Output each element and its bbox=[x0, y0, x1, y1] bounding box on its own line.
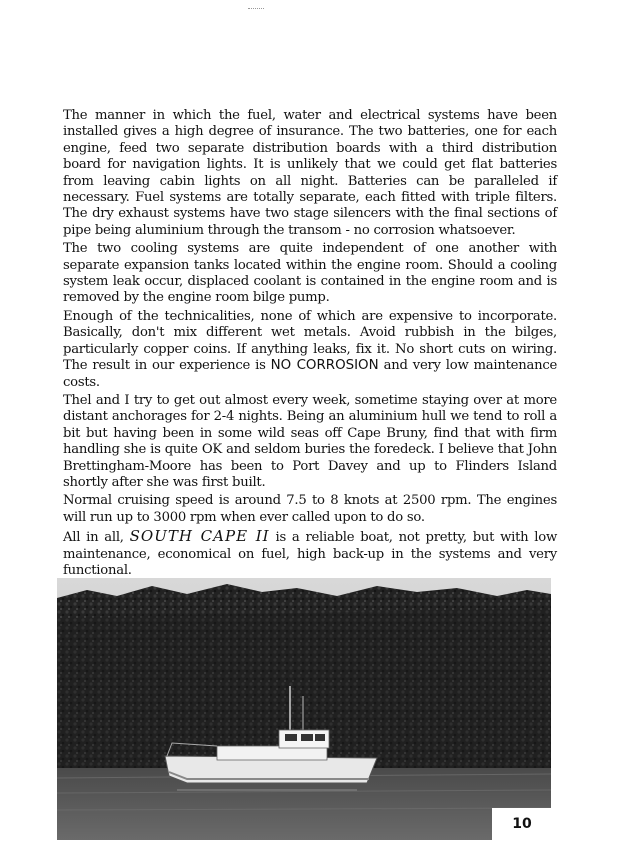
page-number: 10 bbox=[492, 808, 552, 840]
paragraph-systems: The manner in which the fuel, water and electrical systems have been installed gives a high degree of insurance. The two batteries, one for each engine, feed two separate distribution boards with a third distribution board for navigation lights. It is unlikely that we could get flat batteries from leaving cabin lights on all night. Batteries can be paralleled if necessary. Fuel systems are totally separate, each fitted with triple filters. The dry exhaust systems have two stage silencers with the final sections of pipe being aluminium through the transom - no corrosion whatsoever. bbox=[63, 108, 557, 238]
paragraph-summary-end: is a reliable boat, not pretty, but with low maintenance, economical on fuel, high back-up in the systems and very functional. bbox=[63, 530, 557, 578]
paragraph-cooling: The two cooling systems are quite independent of one another with separate expansion tanks located within the engine room. Should a cooling system leak occur, displaced coolant is contained in the engine room and is removed by the engine room bilge pump. bbox=[63, 241, 557, 306]
paragraph-technicalities bbox=[63, 309, 557, 391]
paragraph-summary bbox=[63, 528, 557, 579]
no-corrosion-emphasis: NO CORROSION bbox=[270, 358, 379, 374]
paragraph-technicalities-end: and very low maintenance costs. bbox=[63, 358, 558, 390]
scan-artifact bbox=[248, 8, 264, 11]
paragraph-speed: Normal cruising speed is around 7.5 to 8 knots at 2500 rpm. The engines will run up to 3000 rpm when ever called upon to do so. bbox=[63, 493, 557, 525]
paragraph-trips: Thel and I try to get out almost every week, sometime staying over at more distant anchorages for 2-4 nights. Being an aluminium hull we tend to roll a bit but having been in some wild seas off Cape Bruny, find that with firm handling she is quite OK and seldom buries the foredeck. I believe that John Brettingham-Moore has been to Port Davey and up to Flinders Island shortly after she was first built. bbox=[63, 392, 557, 490]
article-body bbox=[63, 108, 557, 600]
paragraph-technicalities-text: Enough of the technicalities, none of which are expensive to incorporate. Basically, don't mix different wet metals. Avoid rubbish in the bilges, particularly copper coins. If anything leaks, fix it. No short cuts on wiring. The result in our experience is bbox=[63, 308, 557, 374]
boat-photo bbox=[57, 578, 551, 840]
paragraph-summary-start: All in all, bbox=[63, 530, 130, 546]
boat-photo-illustration bbox=[57, 578, 551, 840]
boat-name: SOUTH CAPE II bbox=[129, 527, 270, 546]
